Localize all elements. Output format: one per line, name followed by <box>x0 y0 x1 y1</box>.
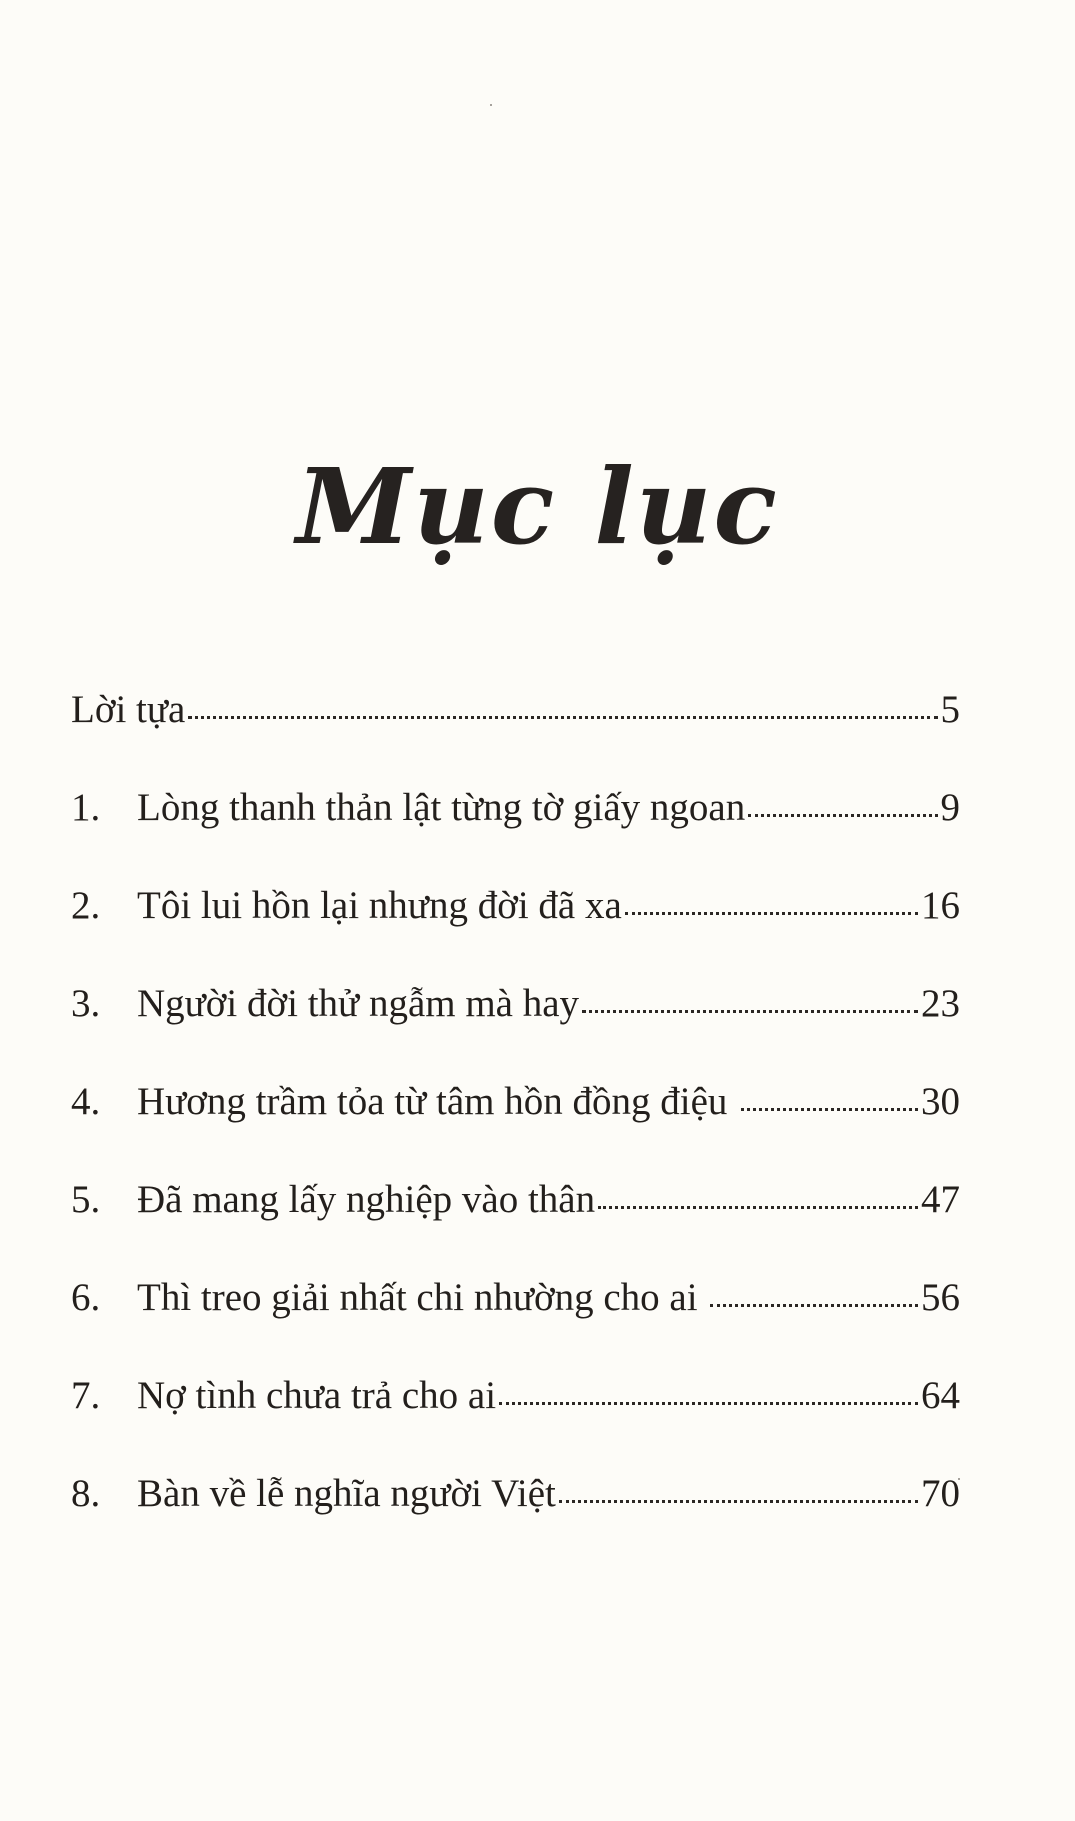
toc-entry-page: 64 <box>921 1374 960 1417</box>
toc-entry-page: 5 <box>940 688 960 731</box>
toc-entry-page: 23 <box>921 982 960 1025</box>
paper-speck <box>490 104 492 106</box>
page-title: Mục lục <box>296 444 779 568</box>
toc-entry-title: Lời tựa <box>71 688 186 731</box>
toc-entry-number: 8. <box>71 1472 101 1515</box>
toc-entry-title: Thì treo giải nhất chi nhường cho ai <box>137 1276 698 1319</box>
toc-entry-title: Nợ tình chưa trả cho ai <box>137 1374 497 1417</box>
toc-entry-number: 6. <box>71 1276 101 1319</box>
toc-entry[interactable] <box>71 984 960 1082</box>
dot-leader <box>748 814 937 817</box>
toc-entry[interactable] <box>71 1082 960 1180</box>
toc-entry-title: Lòng thanh thản lật từng tờ giấy ngoan <box>137 786 746 829</box>
toc-entry-page: 70 <box>921 1472 960 1515</box>
dot-leader <box>598 1206 918 1209</box>
toc-entry-number: 4. <box>71 1080 101 1123</box>
toc-entry[interactable] <box>71 788 960 886</box>
toc-entry-number: 1. <box>71 786 101 829</box>
toc-entry-number: 7. <box>71 1374 101 1417</box>
toc-entry-page: 47 <box>921 1178 960 1221</box>
toc-entry-page: 16 <box>921 884 960 927</box>
table-of-contents <box>71 690 960 1572</box>
toc-entry-title: Đã mang lấy nghiệp vào thân <box>137 1178 596 1221</box>
toc-entry[interactable] <box>71 1180 960 1278</box>
toc-entry[interactable] <box>71 1474 960 1572</box>
toc-entry-page: 9 <box>940 786 960 829</box>
dot-leader <box>499 1402 918 1405</box>
toc-entry-number: 2. <box>71 884 101 927</box>
toc-entry-number: 5. <box>71 1178 101 1221</box>
toc-entry-page: 56 <box>921 1276 960 1319</box>
toc-entry-title: Hương trầm tỏa từ tâm hồn đồng điệu <box>137 1080 728 1123</box>
dot-leader <box>188 716 937 719</box>
toc-entry-number: 3. <box>71 982 101 1025</box>
toc-entry-title: Bàn về lễ nghĩa người Việt <box>137 1472 556 1515</box>
dot-leader <box>625 912 918 915</box>
toc-entry[interactable] <box>71 1278 960 1376</box>
dot-leader <box>710 1304 918 1307</box>
toc-entry-page: 30 <box>921 1080 960 1123</box>
toc-entry[interactable] <box>71 1376 960 1474</box>
dot-leader <box>582 1010 918 1013</box>
toc-entry-preface[interactable] <box>71 690 960 788</box>
dot-leader <box>559 1500 918 1503</box>
dot-leader <box>741 1108 918 1111</box>
toc-entry-title: Người đời thử ngẫm mà hay <box>137 982 580 1025</box>
toc-entry[interactable] <box>71 886 960 984</box>
toc-entry-title: Tôi lui hồn lại nhưng đời đã xa <box>137 884 622 927</box>
